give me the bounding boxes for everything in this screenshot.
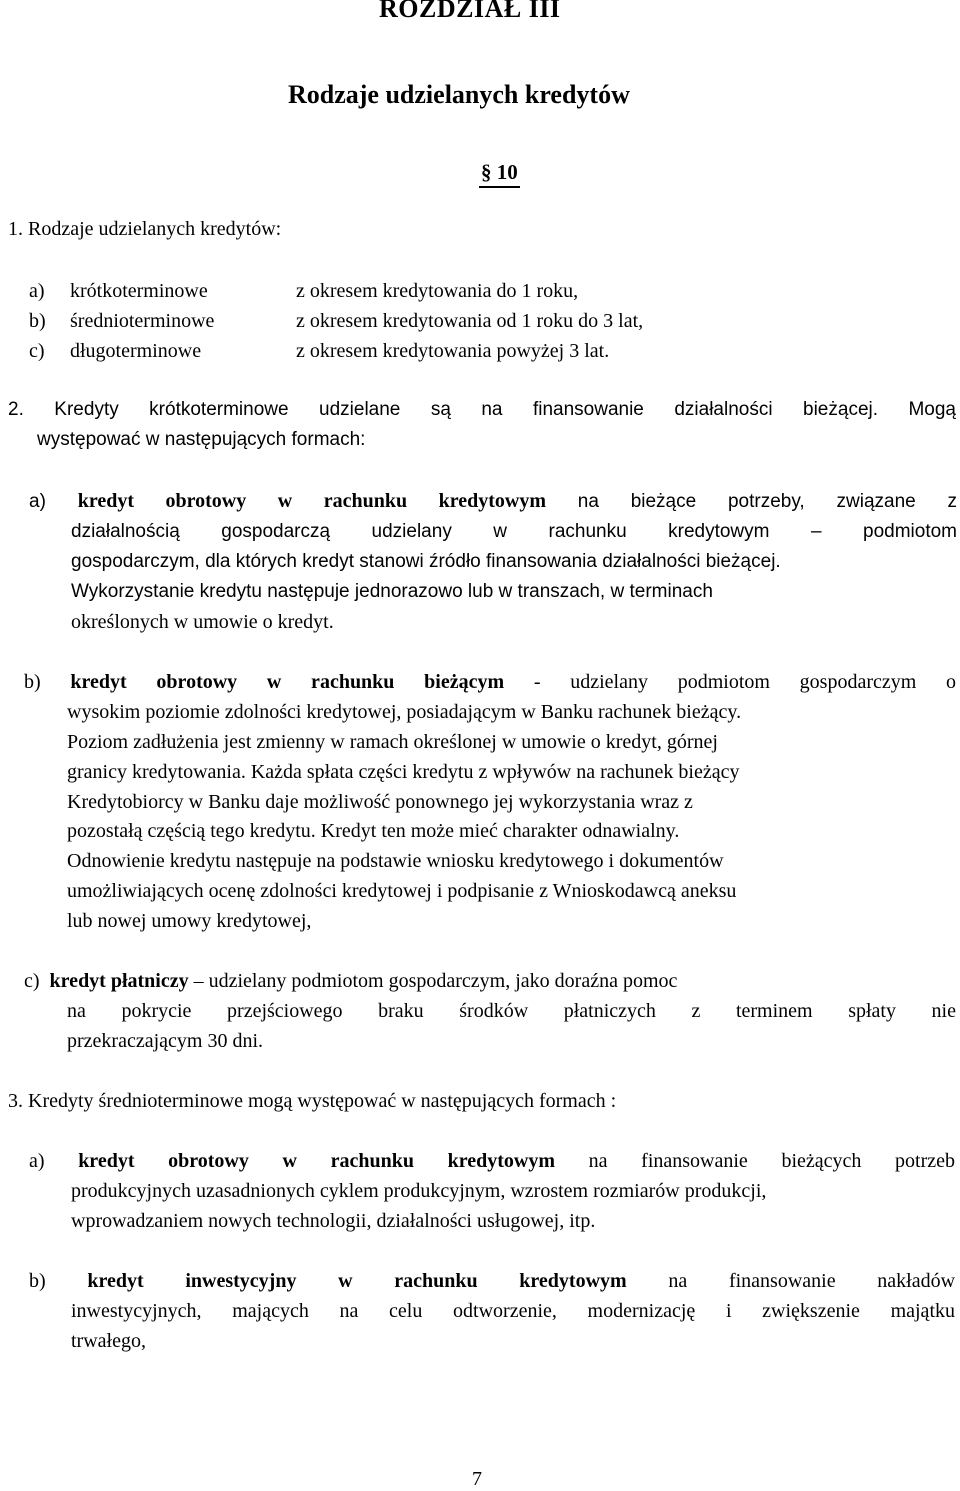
row-description: z okresem kredytowania do 1 roku, (296, 280, 579, 302)
list-item-first-line (29, 490, 957, 513)
list-item-bold: kredyt obrotowy w rachunku kredytowym (77, 490, 546, 512)
list-item-rest: – udzielany podmiotom gospodarczym, jako doraźna pomoc (193, 970, 678, 992)
paragraph-number: 10 (496, 160, 518, 184)
list-item-line: Wykorzystanie kredytu następuje jednorazowo lub w transzach, w terminach (71, 581, 713, 602)
list-item-bold: kredyt inwestycyjny w rachunku kredytowym (87, 1270, 627, 1292)
list-item-line: inwestycyjnych, mających na celu odtworzenie, modernizację i zwiększenie majątku (71, 1300, 955, 1322)
list-item-line: określonych w umowie o kredyt. (71, 611, 334, 633)
section-1-heading: 1. Rodzaje udzielanych kredytów: (8, 218, 282, 240)
row-label: b) (29, 310, 46, 332)
list-label: a) (29, 1150, 45, 1172)
row-name: średnioterminowe (70, 310, 215, 332)
row-label: a) (29, 280, 45, 302)
list-item-line: pozostałą częścią tego kredytu. Kredyt ten może mieć charakter odnawialny. (67, 820, 680, 842)
list-item-rest: na finansowanie bieżących potrzeb (588, 1150, 955, 1172)
list-item-line: przekraczającym 30 dni. (67, 1030, 264, 1052)
list-item-line: Poziom zadłużenia jest zmienny w ramach określonej w umowie o kredyt, górnej (67, 731, 718, 753)
list-item-bold: kredyt obrotowy w rachunku bieżącym (70, 671, 505, 693)
list-item-line: lub nowej umowy kredytowej, (67, 910, 312, 932)
section-3-heading: 3. Kredyty średnioterminowe mogą występować w następujących formach : (8, 1090, 617, 1112)
list-item-first-line (24, 970, 677, 993)
chapter-title: Rodzaje udzielanych kredytów (288, 80, 630, 109)
list-item-line: wysokim poziomie zdolności kredytowej, posiadającym w Banku rachunek bieżący. (67, 701, 742, 723)
list-item-rest: na finansowanie nakładów (668, 1270, 956, 1292)
list-item-bold: kredyt obrotowy w rachunku kredytowym (78, 1150, 556, 1172)
list-item-line: Kredytobiorcy w Banku daje możliwość ponownego jej wykorzystania wraz z (67, 791, 693, 813)
list-item-line: umożliwiających ocenę zdolności kredytowej i podpisanie z Wnioskodawcą aneksu (67, 880, 737, 902)
row-name: długoterminowe (70, 340, 202, 362)
row-name: krótkoterminowe (70, 280, 208, 302)
list-item-first-line (29, 1270, 955, 1293)
page-number: 7 (472, 1468, 482, 1490)
list-item-line: Odnowienie kredytu następuje na podstawie wniosku kredytowego i dokumentów (67, 850, 724, 872)
list-item-first-line (24, 671, 956, 694)
section-2-intro-line: 2. Kredyty krótkoterminowe udzielane są na finansowanie działalności bieżącej. Mogą (8, 399, 956, 420)
row-description: z okresem kredytowania powyżej 3 lat. (296, 340, 610, 362)
list-item-line: granicy kredytowania. Każda spłata części kredytu z wpływów na rachunek bieżący (67, 761, 740, 783)
list-item-line: produkcyjnych uzasadnionych cyklem produkcyjnym, wzrostem rozmiarów produkcji, (71, 1180, 767, 1202)
list-item-bold: kredyt płatniczy (49, 970, 189, 992)
list-item-line: wprowadzaniem nowych technologii, działalności usługowej, itp. (71, 1210, 596, 1232)
list-item-first-line (29, 1150, 955, 1173)
list-label: b) (24, 671, 41, 693)
list-label: c) (24, 970, 40, 992)
row-label: c) (29, 340, 45, 362)
list-label: a) (29, 491, 46, 512)
paragraph-mark: § 10 (479, 160, 520, 188)
list-label: b) (29, 1270, 46, 1292)
list-item-line: na pokrycie przejściowego braku środków płatniczych z terminem spłaty nie (67, 1000, 956, 1022)
list-item-line: trwałego, (71, 1330, 146, 1352)
list-item-line: gospodarczym, dla których kredyt stanowi źródło finansowania działalności bieżącej. (71, 551, 781, 572)
row-description: z okresem kredytowania od 1 roku do 3 lat, (296, 310, 644, 332)
list-item-rest: na bieżące potrzeby, związane z (577, 491, 957, 512)
chapter-heading: ROZDZIAŁ III (379, 0, 561, 23)
list-item-line: działalnością gospodarczą udzielany w rachunku kredytowym – podmiotom (71, 521, 957, 542)
list-item-rest: - udzielany podmiotom gospodarczym o (533, 671, 957, 693)
section-2-intro-line: występować w następujących formach: (37, 429, 366, 450)
